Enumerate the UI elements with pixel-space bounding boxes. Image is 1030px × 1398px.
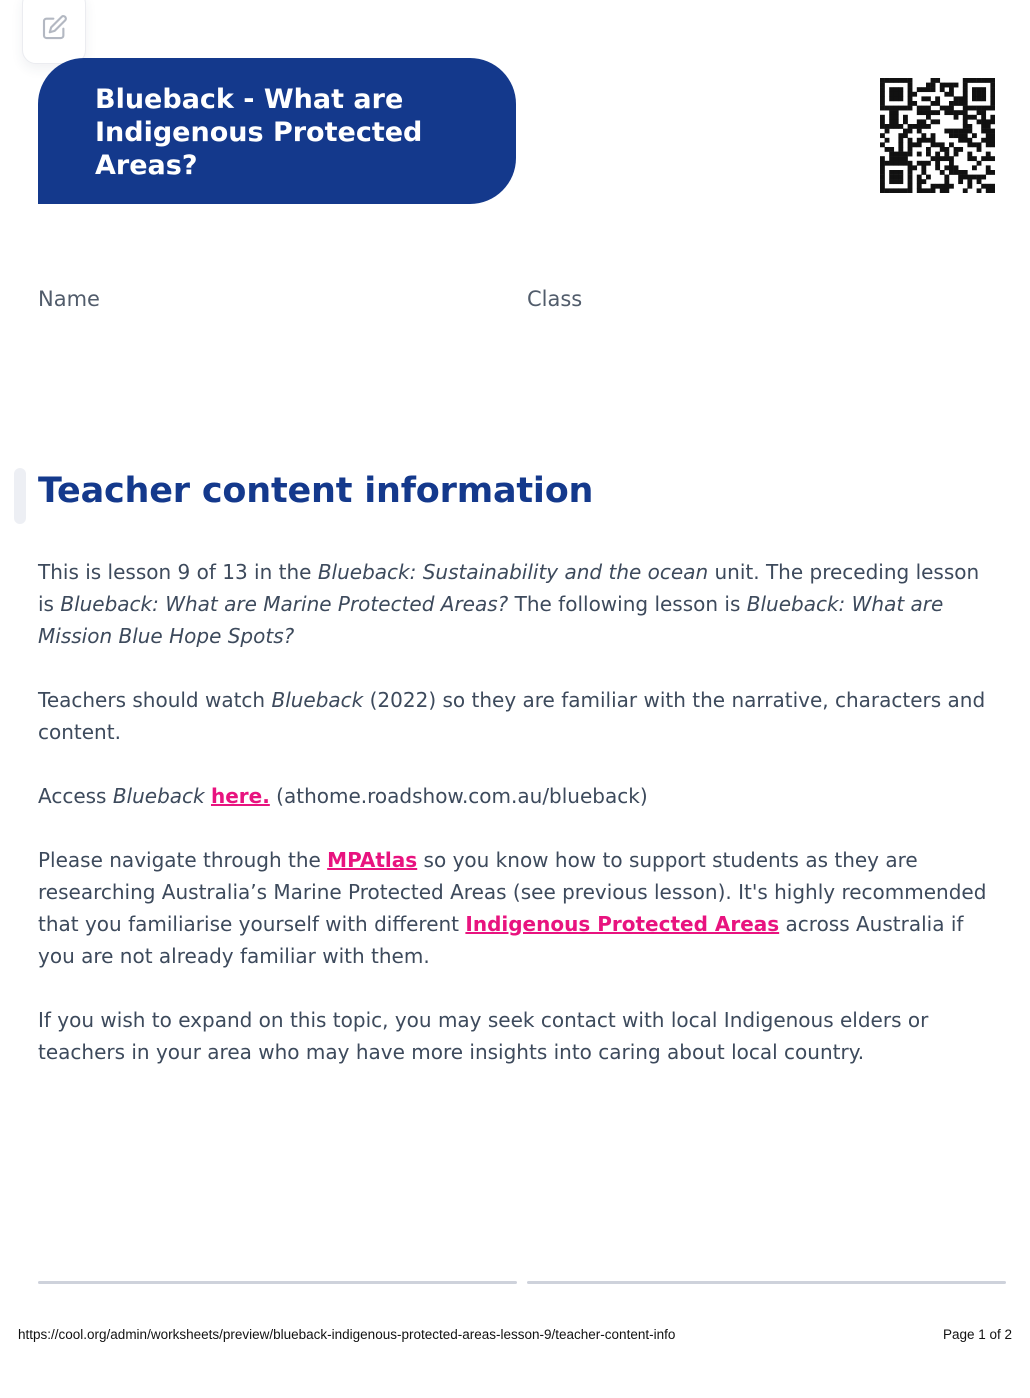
footer-page: Page 1 of 2 xyxy=(942,1327,1012,1342)
link-mpatlas[interactable]: MPAtlas xyxy=(327,848,418,872)
text-run: so you know how to support students as they are researching Australia’s Marine Protected Areas (see previous lesson). It's highly recommended that you familiarise yourself with different xyxy=(38,848,987,936)
text-run: (athome.roadshow.com.au/blueback) xyxy=(269,784,648,808)
paragraphs xyxy=(38,556,988,1100)
footer-url: https://cool.org/admin/worksheets/preview/blueback-indigenous-protected-areas-lesson-9/teacher-content-info xyxy=(18,1327,676,1342)
paragraph xyxy=(38,780,988,812)
text-run: Access xyxy=(38,784,113,808)
text-run: This is lesson 9 of 13 in the xyxy=(38,560,318,584)
paragraph xyxy=(38,1004,988,1068)
answer-line-name xyxy=(38,1281,517,1284)
text-run: Blueback xyxy=(271,688,364,712)
text-run: The following lesson is xyxy=(508,592,747,616)
paragraph xyxy=(38,844,988,972)
text-run: Teachers should watch xyxy=(38,688,272,712)
name-label: Name xyxy=(38,287,100,311)
edit-pencil-square-icon xyxy=(39,13,69,47)
section-heading: Teacher content information xyxy=(38,471,594,511)
text-run: Blueback: What are Mission Blue Hope Spots? xyxy=(38,592,944,648)
text-run: Blueback: Sustainability and the ocean xyxy=(317,560,709,584)
print-footer xyxy=(18,1327,1012,1342)
class-label: Class xyxy=(527,287,583,311)
worksheet-title-card xyxy=(38,58,516,204)
answer-line-class xyxy=(527,1281,1006,1284)
text-run: unit. The preceding lesson is xyxy=(38,560,980,616)
edit-button[interactable] xyxy=(22,0,86,64)
text-run: (2022) so they are familiar with the narrative, characters and content. xyxy=(38,688,986,744)
text-run: Please navigate through the xyxy=(38,848,328,872)
section-accent-bar xyxy=(14,468,26,524)
link-here[interactable]: here. xyxy=(210,784,270,808)
text-run: If you wish to expand on this topic, you may seek contact with local Indigenous elders or teachers in your area who may have more insights into caring about local country. xyxy=(38,1008,929,1064)
link-indigenous-protected-areas[interactable]: Indigenous Protected Areas xyxy=(465,912,780,936)
paragraph xyxy=(38,556,988,652)
qr-code xyxy=(880,78,995,193)
text-run: Blueback: What are Marine Protected Areas? xyxy=(60,592,509,616)
text-run: Blueback xyxy=(112,784,205,808)
text-run: across Australia if you are not already familiar with them. xyxy=(38,912,964,968)
worksheet-title: Blueback - What are Indigenous Protected Areas? xyxy=(95,84,423,181)
paragraph xyxy=(38,684,988,748)
